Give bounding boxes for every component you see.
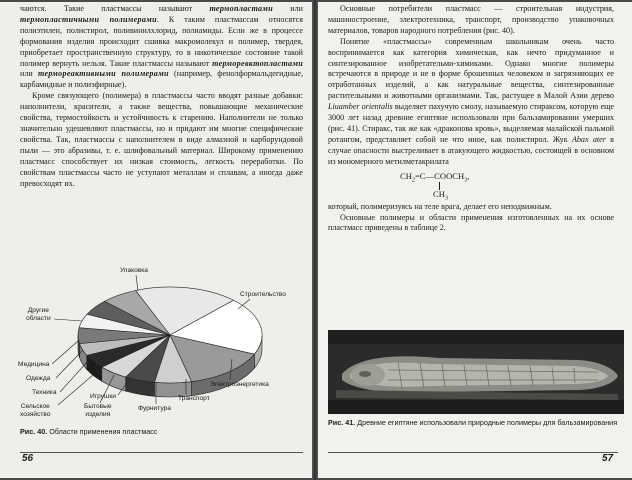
formula-main: $CH_2=C—COOCH_3$, [400, 170, 470, 184]
right-text-column [328, 4, 614, 234]
pie-leader-line [52, 341, 78, 364]
right-paragraph-2: Понятие «пластмассы» современным школьникам очень часто воспринимается как категория химическая, как нечто придуманное и синтезированное изобретательми-химиками. Однако многие полимеры встречаются в природе и не в форме брошенных человеком и загрязняющих ее отработанных изделий, а как натуральные вещества, синтезированные растительными и животными организмами. Так, растущее в Малой Азии дерево Liuamber orientalis выделяет пахучую смолу, называемую стираксом, которую еще 3000 лет назад древние египтяне использовали при бальзамировании умерших (рис. 41). Стиракс, так же как «драконова кровь», выделяемая малайской пальмой ротангом, представляет собой не что иное, как полистирол. Жук Abax ater в случае опасности выстреливает в атакующего жидкостью, состоящей в основном из мономерного метилметакрилата [328, 36, 615, 166]
pie-label: Фурнитура [138, 405, 171, 412]
key-term: термореактивными полимерами [37, 69, 169, 79]
formula-methyl: $CH_3$ [433, 188, 448, 202]
pie-label: Упаковка [120, 267, 148, 274]
fig41-caption [328, 418, 618, 427]
right-paragraph-3: который, полимеризуясь на теле врага, делает его неподвижным. [328, 201, 552, 211]
right-paragraph-4: Основные полимеры и области применения изготовленных на их основе пластмасс приведены в таблице 2. [328, 212, 614, 233]
key-term: термопластичными полимерами [20, 14, 157, 24]
left-paragraph-2: Кроме связующего (полимера) в пластмассы часто вводят разные добавки: наполнители, красители, а также вещества, повышающие механические свойства, термостойкость и устойчивость к старению. Наполнители не только значительно удешевляют пластмассы, но и придают им многие специфические свойства. Так, пластмассы с наполнителем в виде алмазной и карборундовой пыли — это абразивы, т. е. шлифовальный материал. Широкому применению пластмасс способствует их низкая стоимость, легкость переработки. По свойствам пластмассы часто не уступают металлам и сплавам, а иногда даже превосходят их. [20, 91, 303, 188]
pie-leader-line [54, 319, 82, 321]
fig40-caption-text: Области применения пластмасс [49, 427, 158, 436]
left-page-number: 56 [22, 453, 34, 464]
fig40-caption [20, 427, 303, 436]
right-folio-rule [328, 452, 618, 453]
right-paragraph-1: Основные потребители пластмасс — строительная индустрия, машиностроение, электротехника, транспорт, производство упаковочных материалов, товаров народного потребления (рис. 40). [328, 4, 614, 35]
fig41-caption-text: Древние египтяне использовали природные полимеры для бальзамирования [357, 418, 618, 427]
mummy-photo [328, 330, 624, 414]
mummy-illustration [328, 330, 624, 414]
key-term: терморевктопластами [212, 58, 303, 68]
pie-label: Одежда [26, 375, 51, 382]
left-folio-rule [20, 452, 303, 453]
pie-label: Электроэнергетика [210, 381, 269, 388]
key-term: термопластами [209, 4, 274, 13]
pie-chart-svg [18, 263, 308, 425]
pie-label: Игрушки [90, 393, 116, 400]
right-page-number: 57 [602, 453, 614, 464]
pie-label: Другие области [26, 307, 51, 322]
pie-leader-line [56, 351, 82, 378]
pie-label: Строительство [240, 291, 286, 298]
left-text-column [20, 4, 303, 189]
pie-label: Сельское хозяйство [20, 403, 51, 418]
pie-chart [18, 263, 308, 425]
left-paragraph-1: чаются. Такие пластмассы называют термопластами или термопластичными полимерами. К таким пластмассам относятся полиэтилен, полистирол, поливинилхлорид, полиамиды. Если же в процессе формования изделия происходит сшивка макромолекул и полимер, твердея, приобретает пространственную структуру, то в никотическое состояние такой полимер вернуть нельзя. Такие пластмассы называют терморевктопластами или термореактивными полимерами (например, фенолформальдегидные, карбамидные и полиэфирные). [20, 4, 303, 90]
pie-leader-line [136, 275, 138, 291]
fig41-caption-label: Рис. 41. [328, 418, 356, 427]
pie-label: Техника [32, 389, 57, 396]
pie-leader-line [60, 361, 88, 392]
latin-beetle-name: Abax ater [571, 134, 606, 144]
latin-tree-name: Liuamber orientalis [328, 102, 393, 112]
pie-label: Транспорт [178, 395, 210, 402]
pie-label: Бытовые изделия [84, 403, 112, 418]
methyl-methacrylate-formula [328, 169, 614, 201]
pie-label: Медицина [18, 361, 50, 368]
fig40-caption-label: Рис. 40. [20, 427, 48, 436]
